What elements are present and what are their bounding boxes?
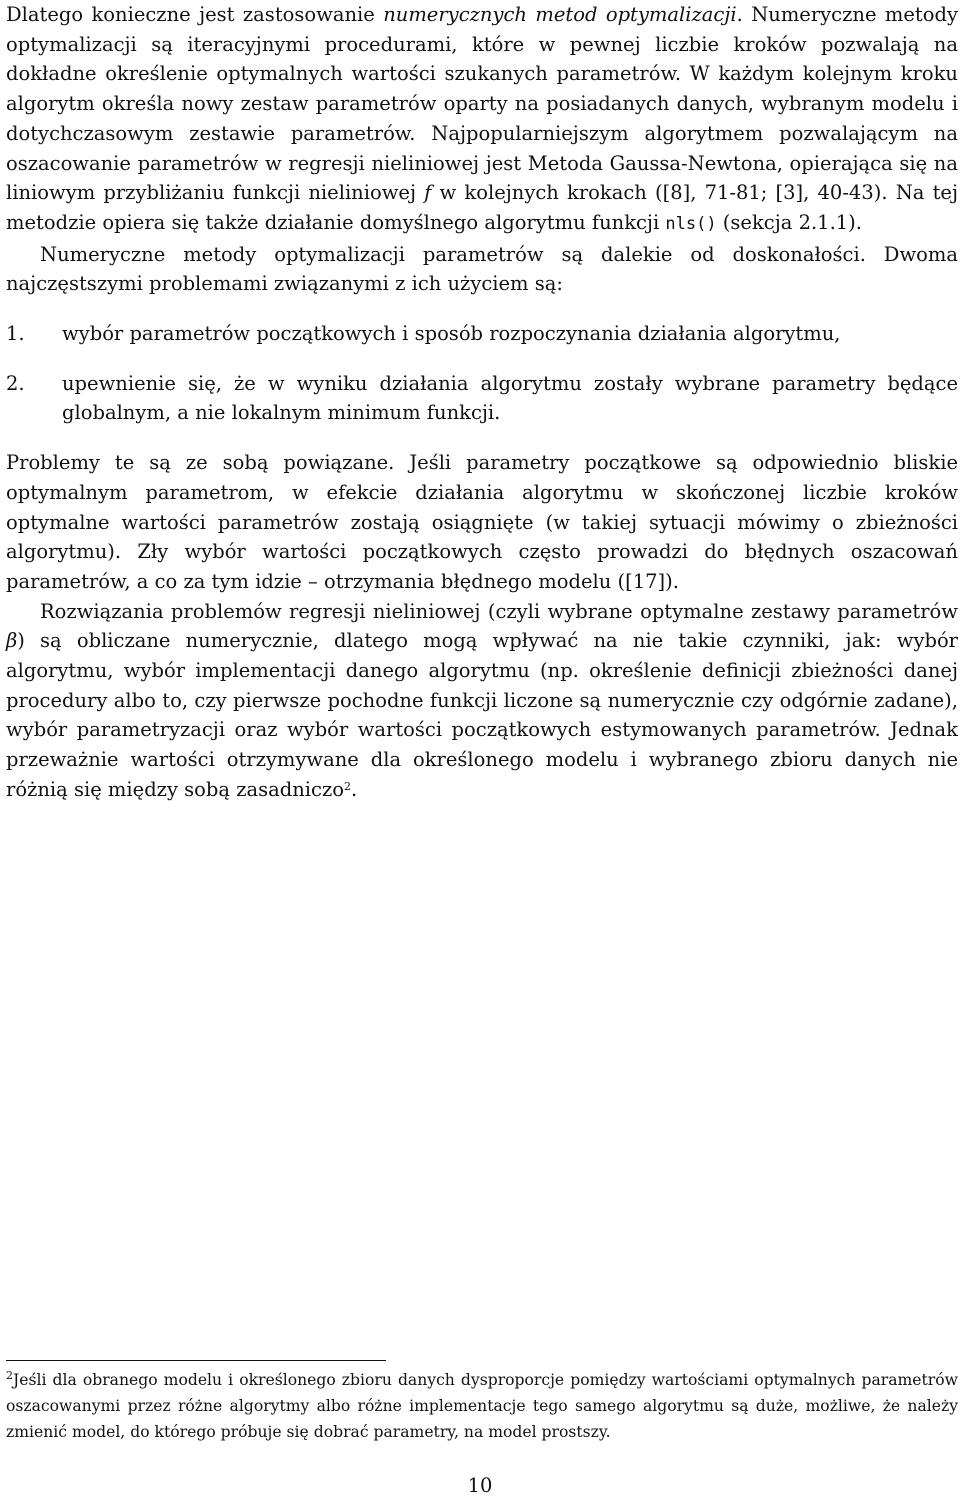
emphasis-text: numerycznych metod optymalizacji. [383,3,743,26]
footnote-divider [6,1360,386,1361]
paragraph-problems-intro: Numeryczne metody optymalizacji parametrów są dalekie od doskonałości. Dwoma najczęstszymi problemami związanymi z ich użyciem są: [6,242,958,296]
inline-code: nls() [665,213,717,234]
list-item [6,369,958,428]
footnote-mark: 2 [6,1368,13,1382]
text-span: . [350,777,358,801]
footnote [6,1367,958,1445]
footnote-text: Jeśli dla obranego modelu i określonego zbioru danych dysproporcje pomiędzy wartościami optymalnych parametrów oszacowanymi przez różne algorytmy albo różne implementacje tego samego algorytmu są duże, możliwe, że należy zmienić model, do którego próbuje się dobrać parametry, na model prostszy. [6,1371,958,1441]
list-number: 1. [6,322,25,346]
math-symbol: f [424,181,432,205]
list-item [6,319,958,349]
text-span: Rozwiązania problemów regresji nieliniowej (czyli wybrane optymalne zestawy parametrów [40,599,958,623]
text-span: (sekcja 2.1.1). [716,210,862,234]
paragraph-solutions [6,597,958,805]
text-span: Dlatego konieczne jest zastosowanie [6,3,384,26]
list-text: upewnienie się, że w wyniku działania algorytmu zostały wybrane parametry będące globalnym, a nie lokalnym minimum funkcji. [62,371,958,425]
text-span: w kolejnych krokach ([8], 71-81; [3], 40-43). Na tej metodzie opiera się także działanie domyślnego algorytmu funkcji [6,181,958,234]
text-span: ) są obliczane numerycznie, dlatego mogą wpływać na nie takie czynniki, jak: wybór algorytmu, wybór implementacji danego algorytmu (np. określenie definicji zbieżności danej procedury albo to, czy pierwsze pochodne funkcji liczone są numerycznie czy odgórnie zadane), wybór parametryzacji oraz wybór wartości początkowych estymowanych parametrów. Jednak przeważnie wartości otrzymywane dla określonego modelu i wybranego zbioru danych nie różnią się między sobą zasadniczo [6,629,958,801]
page-body [6,0,958,805]
paragraph-intro [6,0,958,240]
math-symbol: β [6,629,18,653]
page-number: 10 [467,1474,493,1497]
text-span: Numeryczne metody optymalizacji są iteracyjnymi procedurami, które w pewnej liczbie kroków pozwalają na dokładne określenie optymalnych wartości szukanych parametrów. W każdym kolejnym kroku algorytm określa nowy zestaw parametrów oparty na posiadanych danych, wybranym modelu i dotychczasowym zestawie parametrów. Najpopularniejszym algorytmem pozwalającym na oszacowanie parametrów w regresji nieliniowej jest Metoda Gaussa-Newtona, opierająca się na liniowym przybliżaniu funkcji nieliniowej [6,3,958,205]
list-text: wybór parametrów początkowych i sposób rozpoczynania działania algorytmu, [62,322,841,346]
list-number: 2. [6,371,25,395]
footnote-ref[interactable]: 2 [343,779,351,793]
problems-list [6,319,958,428]
paragraph-related-problems: Problemy te są ze sobą powiązane. Jeśli parametry początkowe są odpowiednio bliskie optymalnym parametrom, w efekcie działania algorytmu w skończonej liczbie kroków optymalne wartości parametrów zostają osiągnięte (w takiej sytuacji mówimy o zbieżności algorytmu). Zły wybór wartości początkowych często prowadzi do błędnych oszacowań parametrów, a co za tym idzie – otrzymania błędnego modelu ([17]). [6,451,958,593]
